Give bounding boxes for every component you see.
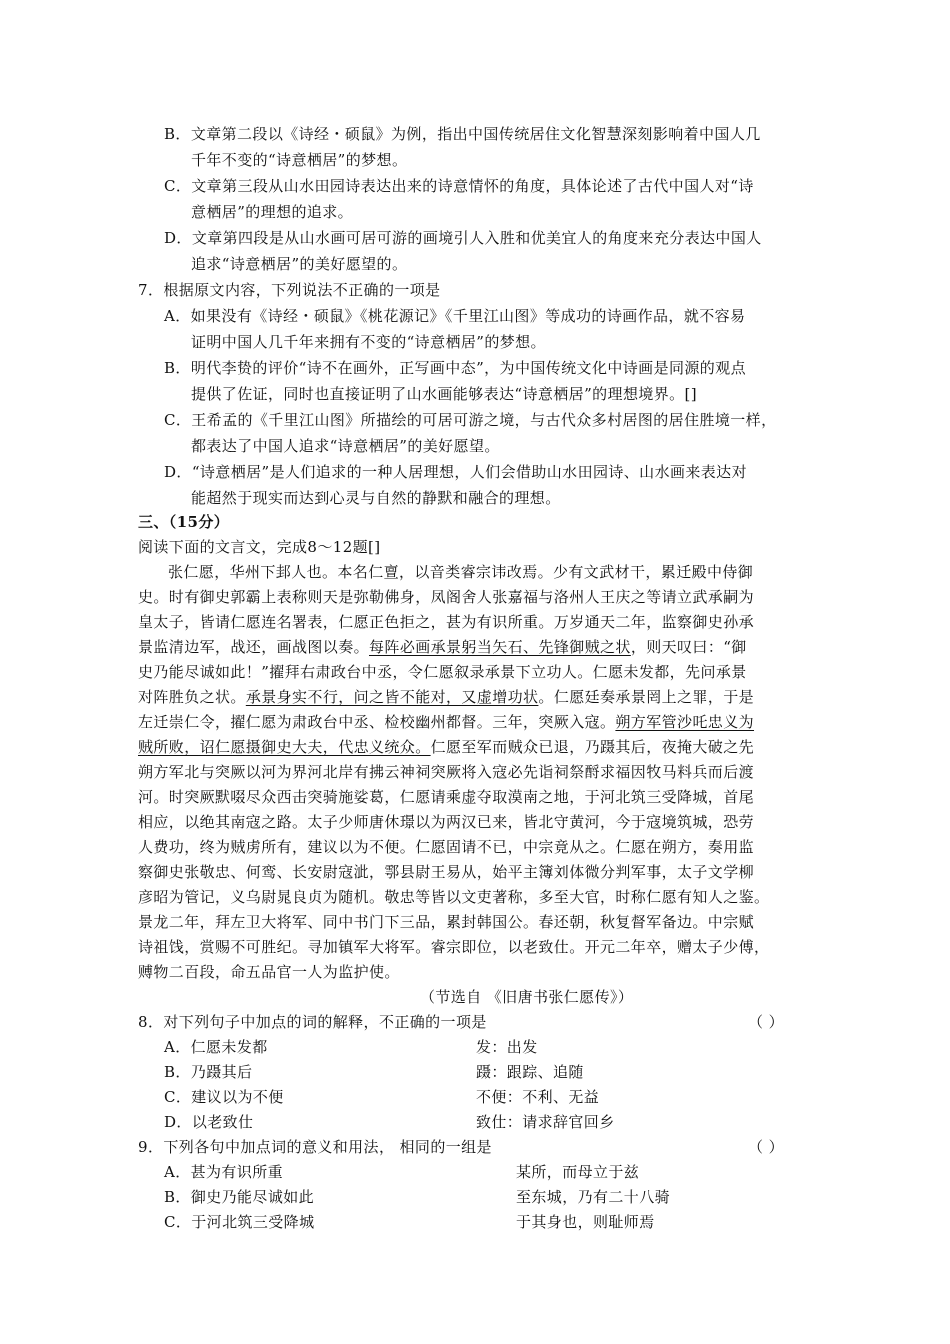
passage-text: 。仁愿廷奏承景罔上之罪，于是 [538, 688, 755, 706]
passage-line: 赙物二百段，命五品官一人为监护使。 [138, 963, 400, 981]
q7-stem: 7．根据原文内容，下列说法不正确的一项是 [138, 281, 441, 299]
q7-option-d-line1: D．“诗意栖居”是人们追求的一种人居理想，人们会借助山水田园诗、山水画来表达对 [164, 463, 747, 481]
q6-option-c-line1: C．文章第三段从山水田园诗表达出来的诗意情怀的角度，具体论述了古代中国人对“诗 [164, 177, 754, 195]
q7-option-a-line1: A．如果没有《诗经・硕鼠》《桃花源记》《千里江山图》等成功的诗画作品，就不容易 [164, 307, 746, 325]
passage-line: 史乃能尽诚如此！”擢拜右肃政台中丞，令仁愿叙录承景下立功人。仁愿未发都，先问承景 [138, 663, 747, 681]
passage-line [138, 737, 754, 757]
q7-option-c-line2: 都表达了中国人追求“诗意栖居”的美好愿望。 [191, 437, 500, 455]
q9-option-c: C．于河北筑三受降城 [164, 1213, 315, 1231]
q8-option-d-gloss: 致仕：请求辞官回乡 [476, 1113, 615, 1131]
q9-option-b: B．御史乃能尽诚如此 [164, 1188, 315, 1206]
passage-line: 诗祖饯，赏赐不可胜纪。寻加镇军大将军。睿宗即位，以老致仕。开元二年卒，赠太子少傅， [138, 938, 770, 956]
q9-option-a-compare: 某所，而母立于兹 [516, 1163, 640, 1181]
q8-option-c-gloss: 不便：不利、无益 [476, 1088, 600, 1106]
underlined-sentence: 承景身实不行，问之皆不能对，又虚增功状 [245, 688, 539, 706]
passage-line: 河。时突厥默啜尽众西击突骑施娑葛，仁愿请乘虚夺取漠南之地，于河北筑三受降城，首尾 [138, 788, 755, 806]
q7-option-a-line2: 证明中国人几千年来拥有不变的“诗意栖居”的梦想。 [191, 333, 546, 351]
passage-line: 张仁愿，华州下邽人也。本名仁亶，以音类睿宗讳改焉。少有文武材干，累迁殿中侍御 [168, 563, 754, 581]
q7-option-b-line2: 提供了佐证，同时也直接证明了山水画能够表达“诗意栖居”的理想境界。[] [191, 385, 698, 403]
q8-option-a: A．仁愿未发都 [164, 1038, 268, 1056]
q8-option-c: C．建议以为不便 [164, 1088, 284, 1106]
passage-line: 相应，以绝其南寇之路。太子少师唐休璟以为两汉已来，皆北守黄河，今于寇境筑城，恐劳 [138, 813, 755, 831]
passage-line: 彦昭为管记，义乌尉晁良贞为随机。敬忠等皆以文吏著称，多至大官，时称仁愿有知人之鉴。 [138, 888, 770, 906]
q8-stem: 8．对下列句子中加点的词的解释，不正确的一项是 [138, 1013, 487, 1031]
section-3-title: 三、（15分） [138, 513, 230, 531]
q9-answer-blank: （ ） [748, 1138, 784, 1156]
q8-option-d: D．以老致仕 [164, 1113, 254, 1131]
passage-line: 史。时有御史郭霸上表称则天是弥勒佛身，凤阁舍人张嘉福与洛州人王庆之等请立武承嗣为 [138, 588, 755, 606]
passage-line: 景龙二年，拜左卫大将军、同中书门下三品，累封韩国公。春还朝，秋复督军备边。中宗赋 [138, 913, 755, 931]
q6-option-d-line2: 追求“诗意栖居”的美好愿望的。 [191, 255, 408, 273]
passage-text: 景监清边军，战还，画战图以奏。 [138, 638, 370, 656]
q7-option-b-line1: B．明代李贽的评价“诗不在画外，正写画中态”，为中国传统文化中诗画是同源的观点 [164, 359, 746, 377]
q6-option-b-line2: 千年不变的“诗意栖居”的梦想。 [191, 151, 408, 169]
q6-option-d-line1: D．文章第四段是从山水画可居可游的画境引人入胜和优美宜人的角度来充分表达中国人 [164, 229, 762, 247]
passage-line [138, 637, 747, 657]
underlined-sentence: 每阵必画承景躬当矢石、先锋御贼之状 [369, 638, 631, 656]
passage-line: 皇太子，皆请仁愿连名署表，仁愿正色拒之，甚为有识所重。万岁通天二年，监察御史孙承 [138, 613, 755, 631]
passage-line: 人费功，终为贼虏所有，建议以为不便。仁愿固请不已，中宗竟从之。仁愿在朔方，奏用监 [138, 838, 755, 856]
q8-option-b-gloss: 蹑：跟踪、追随 [476, 1063, 584, 1081]
passage-text: ，则天叹曰：“御 [630, 638, 747, 656]
passage-line [138, 687, 754, 707]
passage-line [138, 712, 754, 732]
section-3-intro: 阅读下面的文言文，完成8～12题[] [138, 538, 381, 556]
q8-option-a-gloss: 发：出发 [476, 1038, 538, 1056]
q8-option-b: B．乃蹑其后 [164, 1063, 253, 1081]
q7-option-d-line2: 能超然于现实而达到心灵与自然的静默和融合的理想。 [191, 489, 561, 507]
q9-option-b-compare: 至东城，乃有二十八骑 [516, 1188, 671, 1206]
passage-source: （节选自 《旧唐书张仁愿传》） [420, 988, 634, 1006]
passage-line: 察御史张敬忠、何鸾、长安尉寇泚，鄠县尉王易从，始平主簿刘体微分判军事，太子文学柳 [138, 863, 755, 881]
passage-text: 仁愿至军而贼众已退，乃蹑其后，夜掩大破之先 [430, 738, 755, 756]
passage-text: 左迁崇仁令，擢仁愿为肃政台中丞、检校幽州都督。三年，突厥入寇。 [138, 713, 616, 731]
q9-stem: 9．下列各句中加点词的意义和用法， 相同的一组是 [138, 1138, 492, 1156]
underlined-sentence: 贼所败，诏仁愿摄御史大夫，代忠义统众。 [138, 738, 431, 756]
q8-answer-blank: （ ） [748, 1013, 784, 1031]
q9-option-a: A．甚为有识所重 [164, 1163, 284, 1181]
q6-option-b-line1: B．文章第二段以《诗经・硕鼠》为例，指出中国传统居住文化智慧深刻影响着中国人几 [164, 125, 761, 143]
q9-option-c-compare: 于其身也，则耻师焉 [516, 1213, 655, 1231]
q6-option-c-line2: 意栖居”的理想的追求。 [191, 203, 354, 221]
passage-line: 朔方军北与突厥以河为界河北岸有拂云神祠突厥将入寇必先诣祠祭酹求福因牧马料兵而后渡 [138, 763, 755, 781]
q7-option-c-line1: C．王希孟的《千里江山图》所描绘的可居可游之境，与古代众多村居图的居住胜境一样， [164, 411, 777, 429]
underlined-sentence: 朔方军管沙吒忠义为 [615, 713, 755, 731]
passage-text: 对阵胜负之状。 [138, 688, 246, 706]
